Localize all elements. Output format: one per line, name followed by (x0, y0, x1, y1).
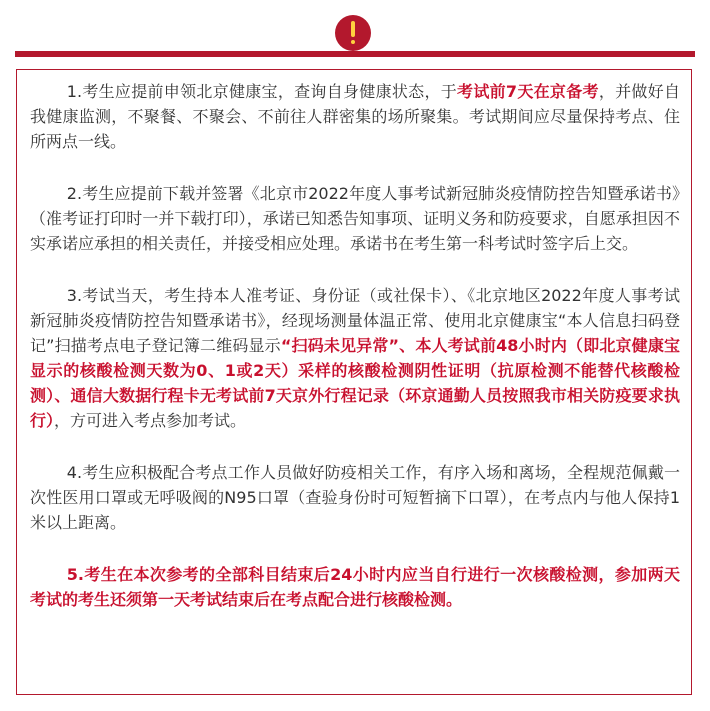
notice-item-3 (30, 283, 680, 433)
warning-badge (335, 15, 371, 51)
item-text: 2.考生应提前下载并签署《北京市2022年度人事考试新冠肺炎疫情防控告知暨承诺书》（准考证打印时一并下载打印），承诺已知悉告知事项、证明义务和防疫要求，自愿承担因不实承诺应承担的相关责任，并接受相应处理。承诺书在考生第一科考试时签字后上交。 (30, 184, 680, 253)
item-highlight: 考生在本次参考的全部科目结束后24小时内应当自行进行一次核酸检测，参加两天考试的考生还须第一天考试结束后在考点配合进行核酸检测。 (30, 565, 680, 609)
item-text: ，并做好自我健康监测，不聚餐、不聚会、不前往人群密集的场所聚集。考试期间应尽量保持考点、住所两点一线。 (30, 82, 680, 151)
item-text: ，方可进入考点参加考试。 (54, 411, 247, 430)
item-highlight: “扫码未见异常”、本人考试前48小时内（即北京健康宝显示的核酸检测天数为0、1或2天）采样的核酸检测阴性证明（抗原检测不能替代核酸检测）、通信大数据行程卡无考试前7天京外行程记录（环京通勤人员按照我市相关防疫要求执行） (30, 336, 680, 430)
notice-content (30, 79, 680, 612)
notice-item-4 (30, 460, 680, 535)
item-highlight: 考试前7天在京备考 (457, 82, 599, 101)
exclamation-icon (346, 21, 360, 45)
item-text: 3.考试当天，考生持本人准考证、身份证（或社保卡）、《北京地区2022年度人事考试新冠肺炎疫情防控告知暨承诺书》，经现场测量体温正常、使用北京健康宝“本人信息扫码登记”扫描考点电子登记簿二维码显示 (30, 286, 680, 355)
header-divider (15, 51, 695, 57)
notice-item-2 (30, 181, 680, 256)
item-text: 4.考生应积极配合考点工作人员做好防疫相关工作，有序入场和离场，全程规范佩戴一次性医用口罩或无呼吸阀的N95口罩（查验身份时可短暂摘下口罩），在考点内与他人保持1米以上距离。 (30, 463, 680, 532)
item-number: 5. (66, 565, 85, 584)
notice-item-1 (30, 79, 680, 154)
item-text: 1.考生应提前申领北京健康宝，查询自身健康状态，于 (66, 82, 458, 101)
notice-item-5 (30, 562, 680, 612)
